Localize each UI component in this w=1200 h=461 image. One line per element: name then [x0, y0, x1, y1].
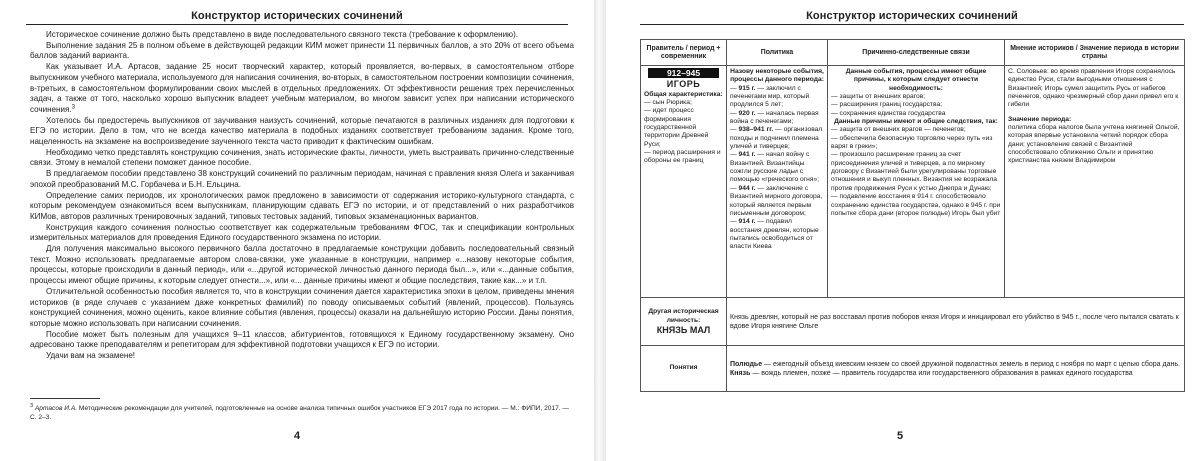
- characteristics-title: Общая характеристика:: [644, 90, 723, 98]
- policy-item: — 941 г. — начал войну с Византией. Византийцы сожгли русские ладьи с помощью «греческого огня»;: [730, 151, 820, 184]
- concepts-cell: [727, 346, 1185, 392]
- paragraph: Необходимо четко представлять конструкцию сочинения, знать исторические факты, личности, уметь выстраивать причинно-следственные связи. Этому в немалой степени поможет данное пособие.: [30, 147, 574, 168]
- cause-item: — расширения границ государства;: [831, 101, 943, 109]
- page-number: 4: [294, 430, 301, 442]
- paragraph: В предлагаемом пособии представлено 38 конструкций сочинений по различным периодам, начиная с правления князя Олега и заканчивая эпохой преобразований М.С. Горбачева и Б.Н. Ельцина.: [30, 169, 574, 189]
- concept-text: — вождь племен, позже — правитель государства или государственного образования в рамках единого государства: [750, 369, 1133, 377]
- paragraph: Историческое сочинение должно быть представлено в виде последовательного связного текста (требование к оформлению).: [46, 30, 519, 39]
- footnote-ref: 3: [71, 104, 75, 111]
- policy-year: 920 г.: [738, 109, 756, 117]
- other-person-name: КНЯЗЬ МАЛ: [656, 325, 711, 336]
- historian-opinion: С. Соловьев: во время правления Игоря сохранялось единство Руси, стали выгодными отношения с Византией; Игорь сумел защитить Русь от набегов печенегов, однако чрезмерный сбор дани привел его к гибели: [1008, 68, 1179, 109]
- policy-item: — 944 г. — заключение с Византией мирного договора, который является первым письменным договором;: [730, 184, 823, 217]
- other-person-text: Князь древлян, который не раз восставал против поборов князя Игоря и инициировал его убийство в 945 г., после чего пытался сватать к вдове Игоря княгине Ольге: [727, 298, 1185, 346]
- policy-item: — 914 г. — подавил восстания древлян, которые пытались освободиться от власти Киева: [730, 218, 819, 251]
- column-header: Правитель / период + современник: [641, 40, 727, 66]
- left-page: [0, 0, 594, 461]
- intro-text: [30, 30, 574, 362]
- concept-term: Князь: [730, 369, 751, 377]
- policy-text: — заключил с печенегами мир, который продлился 5 лет;: [730, 84, 810, 109]
- ruler-cell: [641, 66, 727, 298]
- table-header-row: [641, 40, 1185, 66]
- table-row: [641, 66, 1185, 298]
- paragraph: Отличительной особенностью пособия является то, что в конструкции сочинения дается характеристика эпохи в целом, приведены мнения историков (в ряде случаев с указанием даже конкретных фамилий) по поводу описываемых событий (явлений, процессов). Пользуясь конструкцией сочинения, можно оценить, какое влияние события (явления, процессы) оказали на дальнейшую историю России. Даны понятия, которые можно использовать при написании сочинения.: [30, 286, 574, 328]
- cause-item: — защиты от внешних врагов;: [831, 93, 926, 101]
- column-header: Политика: [727, 40, 828, 66]
- policy-title: Назову некоторые события, процессы данного периода:: [730, 68, 824, 84]
- policy-text: — заключение с Византией мирного договора, который является первым письменным договором;: [730, 184, 823, 217]
- footnote-author: Артасов И.А.: [34, 405, 78, 413]
- period-badge: 912–945: [648, 68, 719, 78]
- paragraph: Для получения максимально высокого первичного балла достаточно в предлагаемые конструкции добавить последовательный связный текст. Можно использовать предлагаемые автором слова-связки, уже указанные в конструкции, например «...назову некоторые события, процессы, которые происходили в данный период», или «...другой исторической личностью данного периода был...», или «...данные события, процессы имеют общие причины, к которым следует отнести...», или «... данные причины имеют и общие последствия, такие как...» и т.п.: [30, 244, 574, 286]
- concept-term: Полюдье: [730, 360, 763, 368]
- historians-cell: [1005, 66, 1185, 298]
- concept-item: [730, 360, 1181, 369]
- column-header: Мнение историков / Значение периода в истории страны: [1005, 40, 1185, 66]
- policy-text: — началась первая война с печенегами;: [730, 109, 819, 126]
- policy-item: — 938–941 гг. — организовал походы и подчинил племена уличей и тиверцев;: [730, 126, 823, 151]
- characteristic-item: — идет процесс формирования государственной территории Древней Руси;: [644, 107, 709, 148]
- paragraph: Выполнение задания 25 в полном объеме в действующей редакции КИМ может принести 11 первичных баллов, а это 20% от всего объема баллов заданий варианта.: [30, 40, 574, 61]
- significance-title: Значение периода:: [1008, 115, 1072, 123]
- significance-text: политика сбора налогов была учтена княгиней Ольгой, которая впервые установила четкий порядок сбора дани; установление связей с Византией способствовало сближению Ольги и принятию христианства князем Владимиром: [1008, 124, 1180, 165]
- concept-text: — ежегодный объезд киевским князем со своей дружиной подвластных земель в период с ноября по март с целью сбора дань.: [762, 360, 1180, 368]
- consequence-item: — произошло расширение границ за счет присоединения уличей и тиверцев, а по мирному договору с Византией были урегулированы торговые отношения и выкуп пленных. Византия не возражала против продвижения Руси к устью Днепра и Дунаю;: [831, 151, 997, 192]
- policy-item: — 920 г. — началась первая война с печенегами;: [730, 109, 819, 126]
- footnote-mark: 3: [30, 403, 34, 409]
- concepts-label: Понятия: [641, 346, 727, 392]
- paragraph: [30, 62, 574, 116]
- policy-text: — начал войну с Византией. Византийцы сожгли русские ладьи с помощью «греческого огня»;: [730, 151, 820, 184]
- paragraph: Удачи вам на экзамене!: [46, 351, 136, 361]
- characteristic-item: — период расширения и обороны ее границ: [644, 149, 721, 165]
- consequence-item: — обеспечила безопасную торговлю через путь «из варяг в греки»;: [831, 134, 993, 151]
- policy-text: — подавил восстания древлян, которые пытались освободиться от власти Киева: [730, 218, 819, 251]
- policy-cell: [727, 66, 828, 298]
- other-person-label: [641, 298, 727, 346]
- other-person-title: Другая историческая личность:: [648, 308, 719, 324]
- policy-year: 914 г.: [738, 218, 756, 226]
- cause-item: — сохранения единства государства: [831, 109, 946, 117]
- policy-year: 915 г.: [738, 84, 756, 92]
- consequences-title: Данные причины имеют и общие следствия, так:: [834, 118, 998, 126]
- page-header: Конструктор исторических сочинений: [26, 10, 568, 25]
- consequence-item: — подавление восстания в 914 г. способствовало сохранению единства государства, однако в 945 г. при попытке сбора дани (второе полюдье) Игорь был убит: [831, 193, 1001, 217]
- consequence-item: — защита от внешних врагов — печенегов;: [831, 126, 966, 134]
- table-row: [641, 346, 1185, 392]
- concept-item: [730, 369, 1181, 378]
- policy-text: — организовал походы и подчинил племена уличей и тиверцев;: [730, 126, 823, 151]
- footnote-divider: [30, 398, 100, 399]
- paragraph: Пособие может быть полезным для учащихся 9–11 классов, абитуриентов, готовящихся к Единому государственному экзамену. Оно адресовано также преподавателям и репетиторам для эффективной подготовки учащихся к ЕГЭ по истории.: [30, 329, 574, 350]
- paragraph: Конструкция каждого сочинения полностью соответствует как содержательным требованиям ФГОС, так и спецификации контрольных измерительных материалов для проведения Единого государственного экзамена по истории.: [30, 222, 574, 243]
- footnote: [30, 402, 570, 422]
- footnote-text: Методические рекомендации для учителей, подготовленные на основе анализа типичных ошибок участников ЕГЭ 2017 года по истории. — М.: ФИПИ, 2017. — С. 2–3.: [30, 405, 570, 421]
- ruler-name: ИГОРЬ: [666, 79, 701, 90]
- column-header: Причинно-следственные связи: [828, 40, 1005, 66]
- policy-item: — 915 г. — заключил с печенегами мир, который продлился 5 лет;: [730, 84, 810, 109]
- policy-year: 944 г.: [738, 184, 756, 192]
- paragraph: Хотелось бы предостеречь выпускников от заучивания наизусть сочинений, которые печатаются в различных изданиях для подготовки к ЕГЭ по истории. Дело в том, что не всегда качество материала в подобных изданиях соответствует требованиям задания. Кроме того, нацеленность на экзамене на воспроизведение заученного текста часто приводит к фактическим ошибкам.: [30, 115, 574, 147]
- paragraph: Определение самих периодов, их хронологических рамок предложено в зависимости от содержания историко-культурного стандарта, с которым рекомендуем ознакомиться всем выпускникам, планирующим сдавать ЕГЭ по истории, и от представлений о них разработчиков КИМов, авторов различных тренировочных заданий, типовых тестовых заданий, типовых экзаменационных вариантов.: [30, 190, 574, 221]
- page-header: Конструктор исторических сочинений: [640, 10, 1184, 25]
- causes-cell: [828, 66, 1005, 298]
- paragraph-text: Как указывает И.А. Артасов, задание 25 носит творческий характер, который проявляется, во-первых, в самостоятельном отборе выпускником учебного материала, используемого для написания сочинения, во-вторых, в самостоятельном построении композиции сочинения, в-третьих, в самостоятельном формулировании своих мыслей в отдельных предложениях. От эффективности решения трех перечисленных задач, а также от того, насколько хорошо выпускник владеет учебным материалом, во многом зависит успех при написании исторического сочинения.: [30, 62, 574, 114]
- book-gutter: [594, 0, 606, 461]
- page-number: 5: [897, 430, 904, 442]
- policy-year: 941 г.: [738, 151, 756, 159]
- right-page: [606, 0, 1200, 461]
- causes-title: Данные события, процессы имеют общие причины, к которым следует отнести необходимость:: [845, 68, 987, 92]
- table-row: [641, 298, 1185, 346]
- characteristic-item: — сын Рюрика;: [644, 99, 692, 107]
- policy-year: 938–941 гг.: [738, 126, 774, 134]
- essay-constructor-table: [640, 39, 1185, 392]
